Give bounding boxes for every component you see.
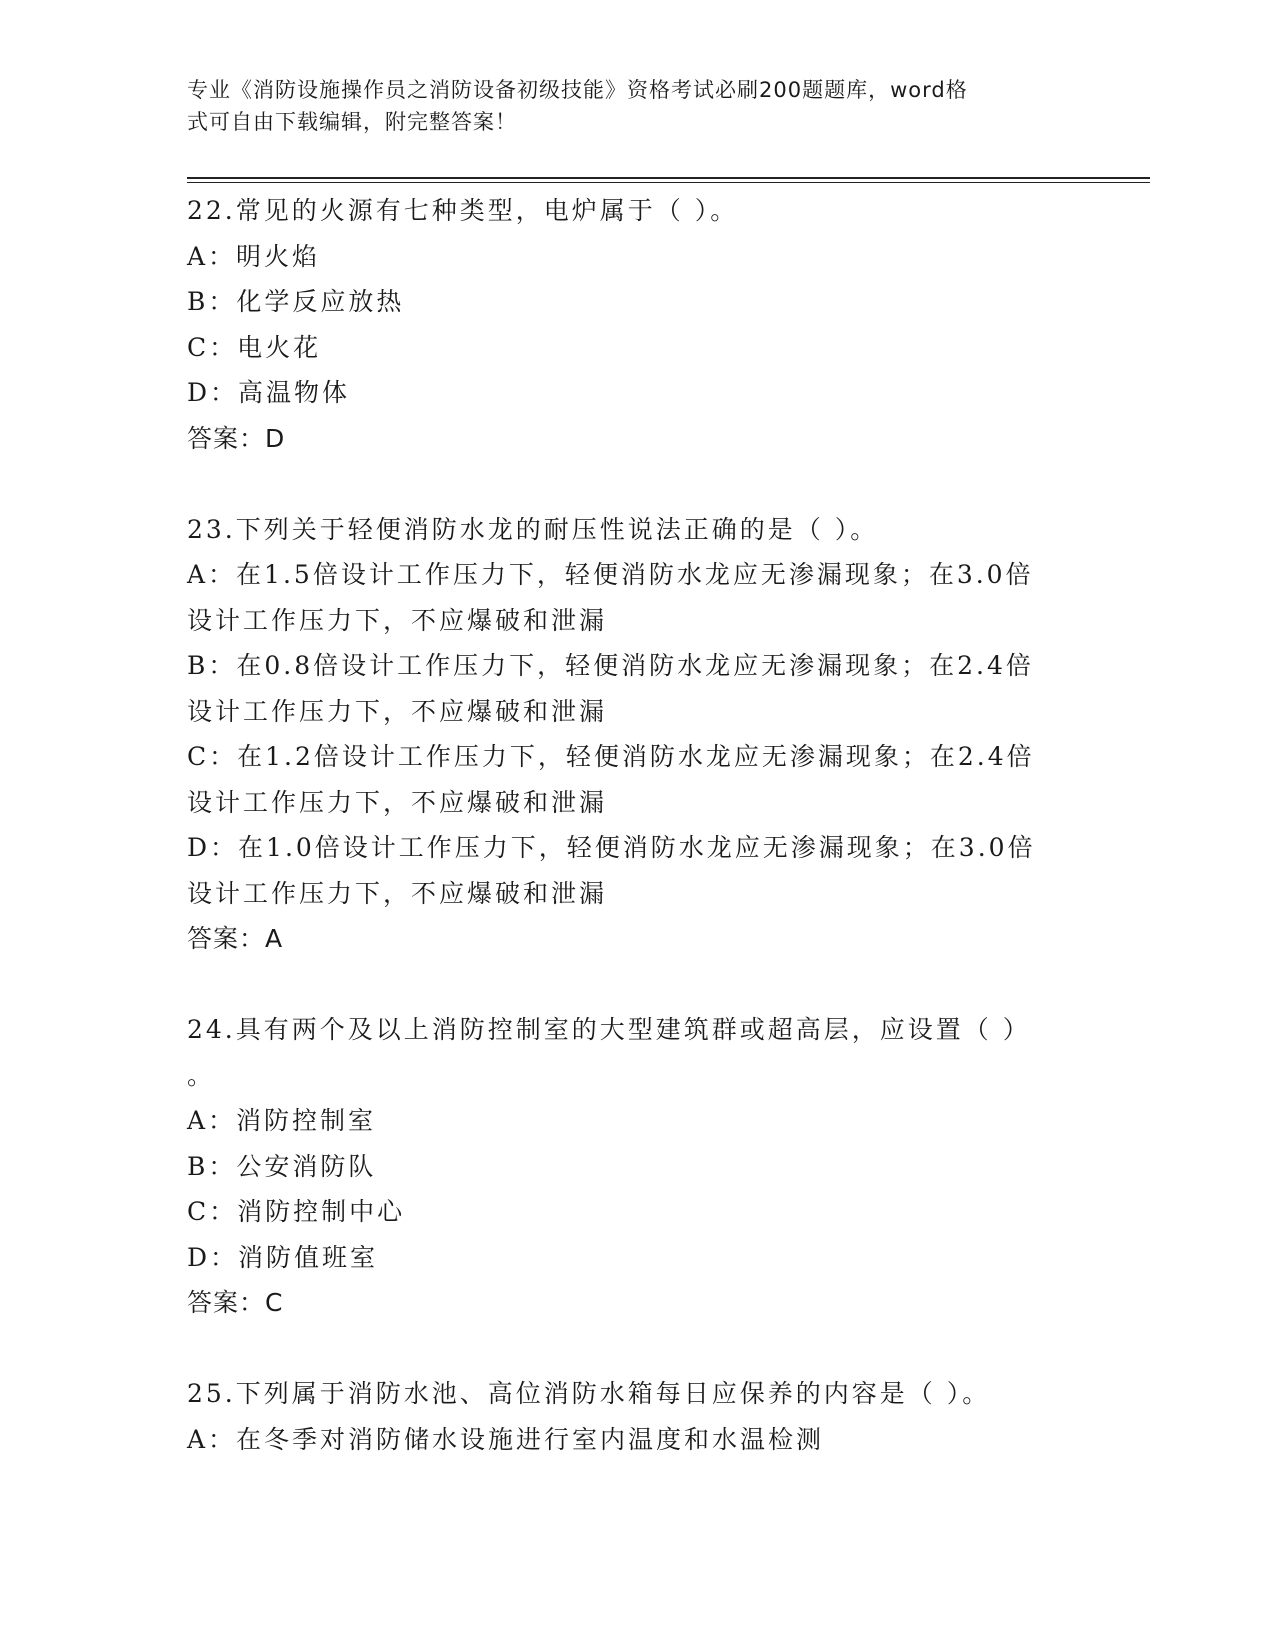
option-d: D：高温物体 — [187, 378, 351, 407]
option-d-continued: 设计工作压力下，不应爆破和泄漏 — [187, 878, 608, 908]
header-line-2: 式可自由下载编辑，附完整答案！ — [187, 110, 517, 134]
option-c: C：电火花 — [187, 332, 322, 362]
question-25 — [187, 1371, 1087, 1462]
option-a: A：明火焰 — [187, 241, 321, 271]
option-b: B：公安消防队 — [187, 1151, 377, 1181]
answer: 答案：C — [187, 1288, 284, 1317]
header-line-1: 专业《消防设施操作员之消防设备初级技能》资格考试必刷200题题库，word格 — [187, 78, 968, 102]
question-stem: 22.常见的火源有七种类型，电炉属于（ ）。 — [187, 196, 739, 225]
header-divider-thick — [187, 177, 1150, 179]
header-divider-thin — [187, 182, 1150, 183]
document-header — [187, 74, 1087, 138]
question-stem: 23.下列关于轻便消防水龙的耐压性说法正确的是（ ）。 — [187, 514, 879, 544]
question-list — [187, 188, 1087, 1462]
option-a: A：消防控制室 — [187, 1106, 377, 1135]
option-a: A：在冬季对消防储水设施进行室内温度和水温检测 — [187, 1424, 825, 1454]
question-stem: 25.下列属于消防水池、高位消防水箱每日应保养的内容是（ ）。 — [187, 1379, 991, 1408]
option-a: A：在1.5倍设计工作压力下，轻便消防水龙应无渗漏现象；在3.0倍 — [187, 560, 1034, 589]
option-c: C：在1.2倍设计工作压力下，轻便消防水龙应无渗漏现象；在2.4倍 — [187, 742, 1035, 771]
option-d: D：消防值班室 — [187, 1242, 379, 1272]
spacer — [187, 461, 1087, 507]
spacer — [187, 1326, 1087, 1372]
option-d: D：在1.0倍设计工作压力下，轻便消防水龙应无渗漏现象；在3.0倍 — [187, 833, 1036, 862]
question-22 — [187, 188, 1087, 461]
option-a-continued: 设计工作压力下，不应爆破和泄漏 — [187, 605, 608, 635]
question-stem-continued: 。 — [187, 1060, 216, 1090]
answer: 答案：A — [187, 924, 284, 953]
question-23 — [187, 507, 1087, 962]
option-c-continued: 设计工作压力下，不应爆破和泄漏 — [187, 787, 608, 817]
question-24 — [187, 1007, 1087, 1326]
option-b: B：化学反应放热 — [187, 287, 405, 316]
option-c: C：消防控制中心 — [187, 1197, 406, 1226]
answer: 答案：D — [187, 423, 286, 453]
option-b-continued: 设计工作压力下，不应爆破和泄漏 — [187, 696, 608, 726]
question-stem: 24.具有两个及以上消防控制室的大型建筑群或超高层，应设置（ ） — [187, 1015, 1031, 1044]
spacer — [187, 962, 1087, 1008]
option-b: B：在0.8倍设计工作压力下，轻便消防水龙应无渗漏现象；在2.4倍 — [187, 651, 1034, 680]
